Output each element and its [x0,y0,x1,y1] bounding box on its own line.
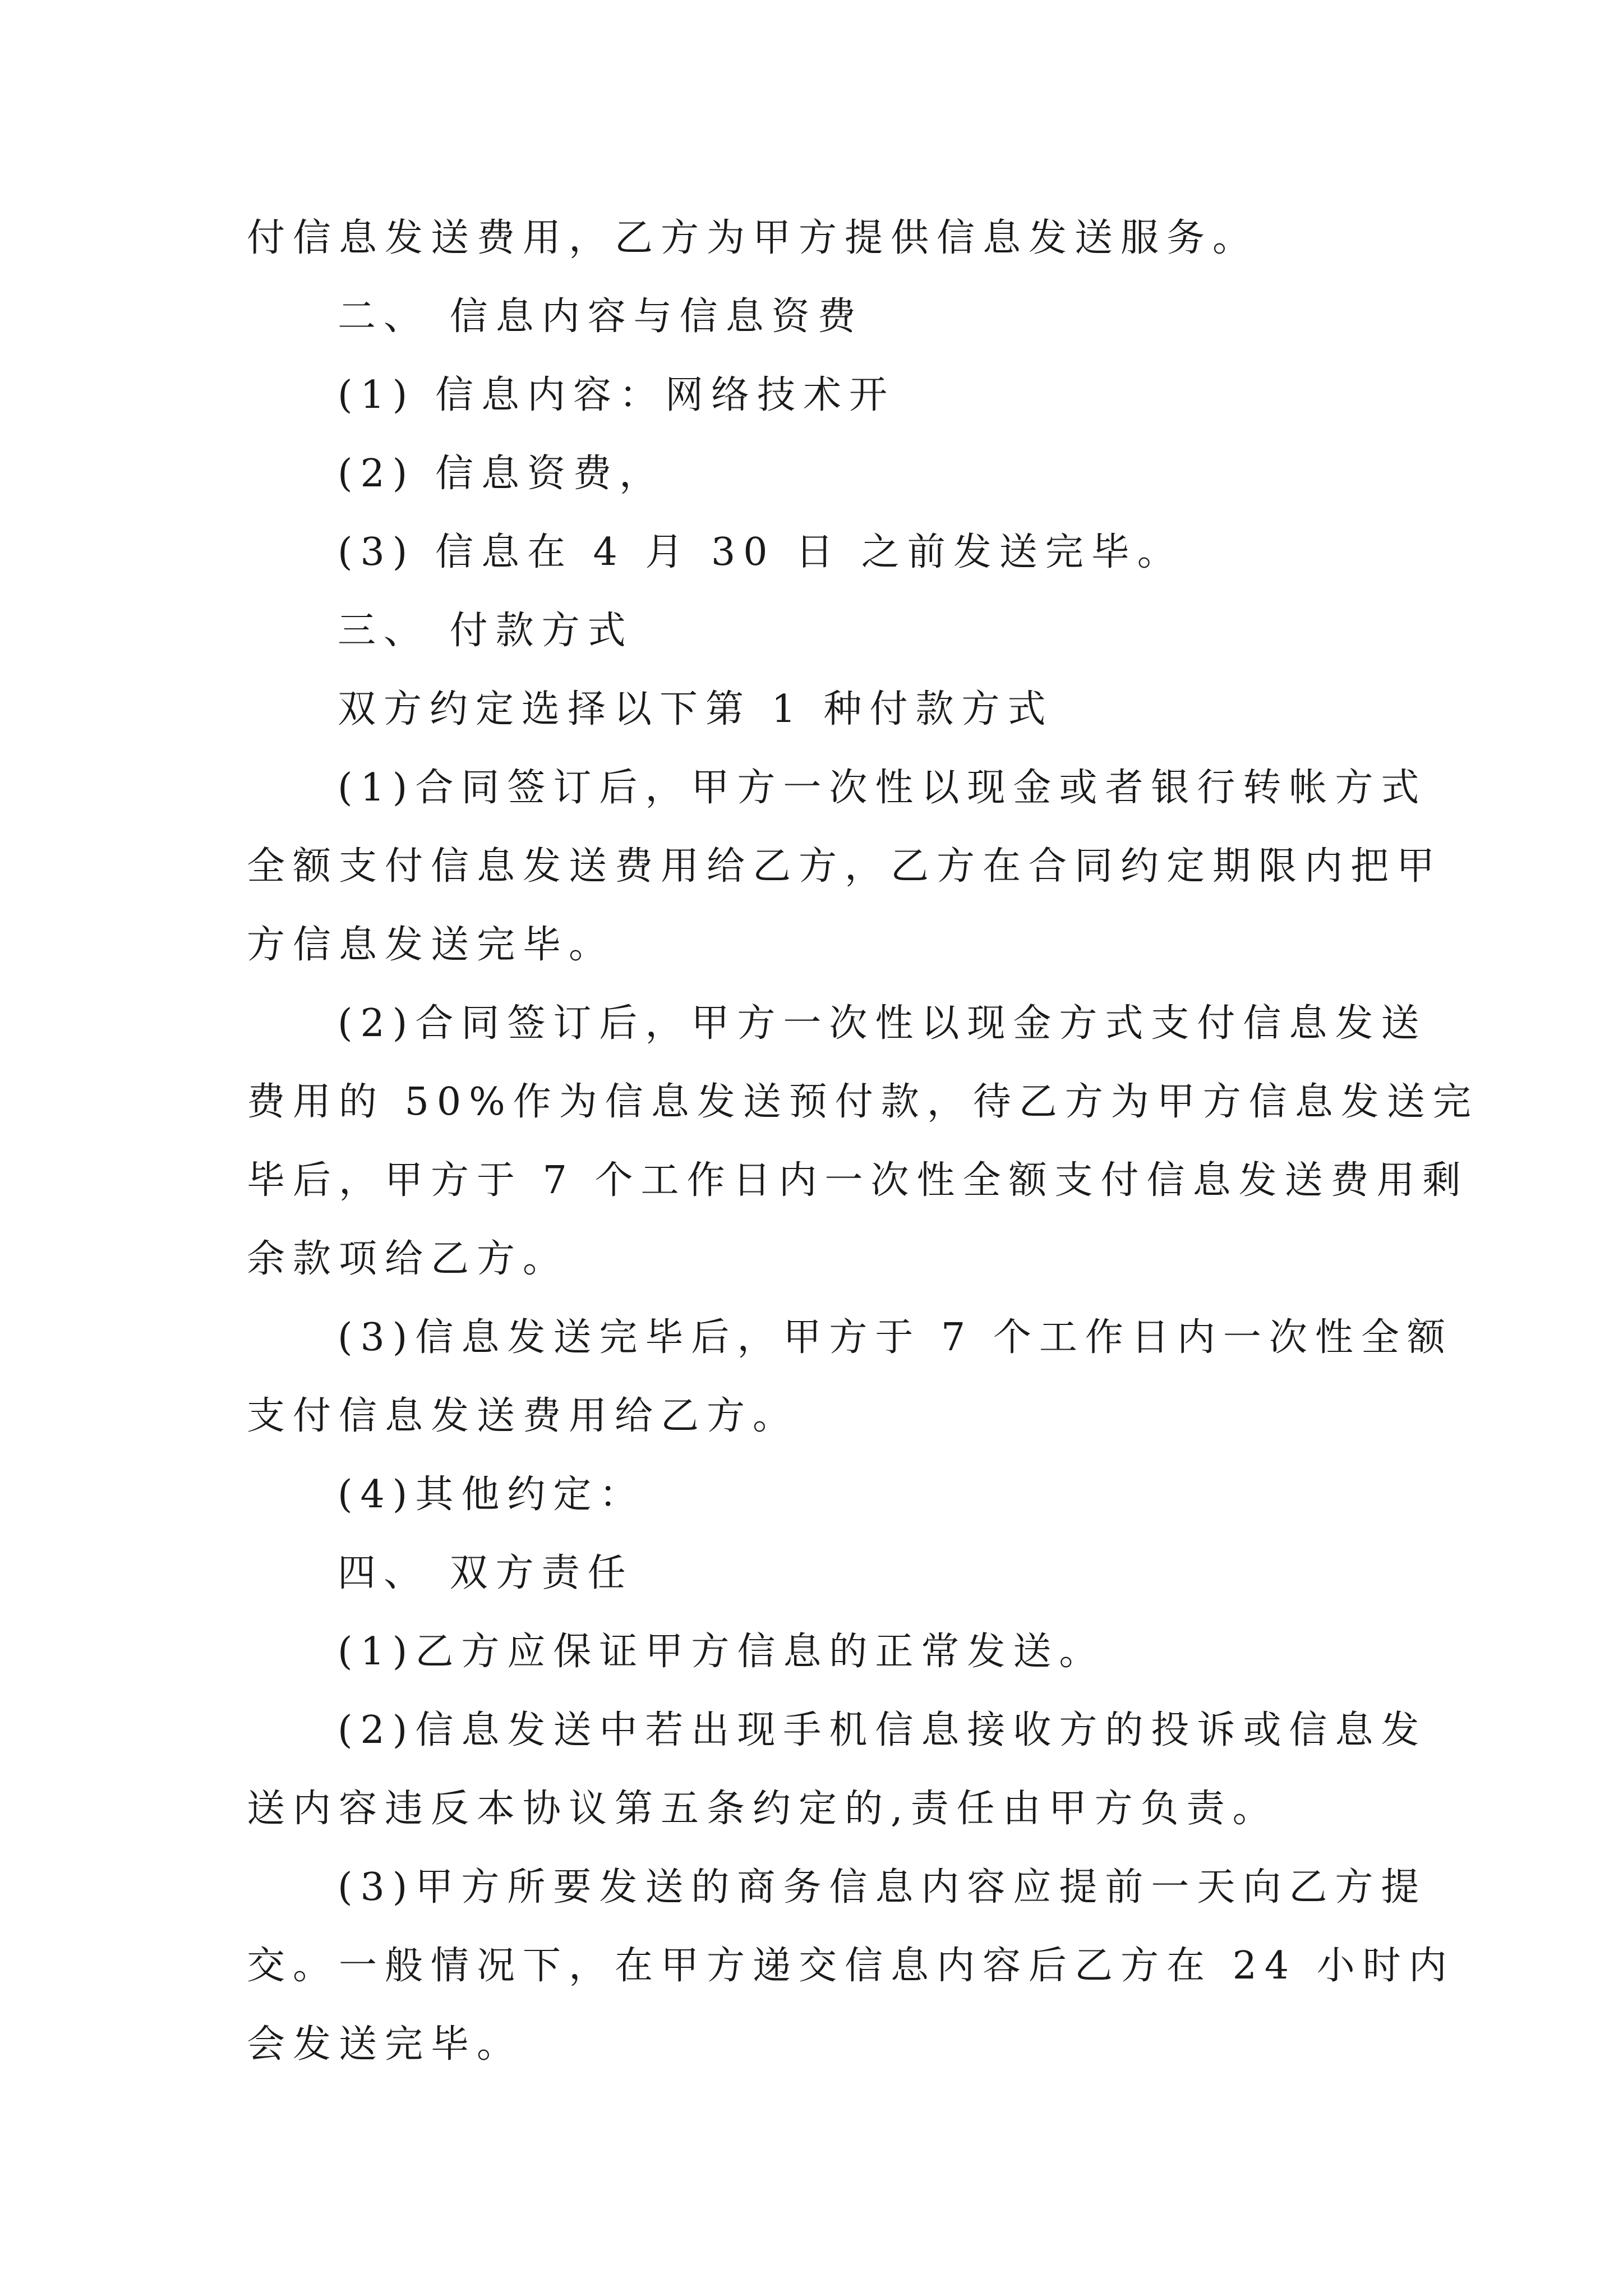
text-line: 毕后，甲方于 7 个工作日内一次性全额支付信息发送费用剩 [247,1158,1469,1203]
text-line: 全额支付信息发送费用给乙方，乙方在合同约定期限内把甲 [247,844,1443,889]
text-line: (3) 信息在 4 月 30 日 之前发送完毕。 [338,530,1183,574]
section-heading: 四、 双方责任 [338,1551,634,1595]
section-heading: 二、 信息内容与信息资费 [338,295,864,339]
text-line: 会发送完毕。 [247,2022,523,2067]
text-line: (3)甲方所要发送的商务信息内容应提前一天向乙方提 [338,1865,1427,1910]
text-line: 交。一般情况下，在甲方递交信息内容后乙方在 24 小时内 [247,1944,1455,1988]
text-line: (3)信息发送完毕后，甲方于 7 个工作日内一次性全额 [338,1315,1453,1360]
text-line: (2)合同签订后，甲方一次性以现金方式支付信息发送 [338,1001,1427,1046]
text-line: (1)合同签订后，甲方一次性以现金或者银行转帐方式 [338,766,1427,810]
text-line: (1) 信息内容：网络技术开 [338,373,895,417]
text-line: 费用的 50%作为信息发送预付款，待乙方为甲方信息发送完 [247,1080,1479,1124]
text-line: 付信息发送费用，乙方为甲方提供信息发送服务。 [247,216,1259,260]
text-line: 余款项给乙方。 [247,1237,569,1281]
section-heading: 三、 付款方式 [338,609,634,653]
text-line: 支付信息发送费用给乙方。 [247,1394,799,1438]
text-line: (2) 信息资费， [338,452,665,496]
text-line: (4)其他约定： [338,1473,645,1517]
text-line: (2)信息发送中若出现手机信息接收方的投诉或信息发 [338,1708,1427,1752]
text-line: 双方约定选择以下第 1 种付款方式 [338,687,1054,731]
text-line: 方信息发送完毕。 [247,923,615,967]
text-line: 送内容违反本协议第五条约定的,责任由甲方负责。 [247,1787,1279,1831]
text-line: (1)乙方应保证甲方信息的正常发送。 [338,1630,1105,1674]
